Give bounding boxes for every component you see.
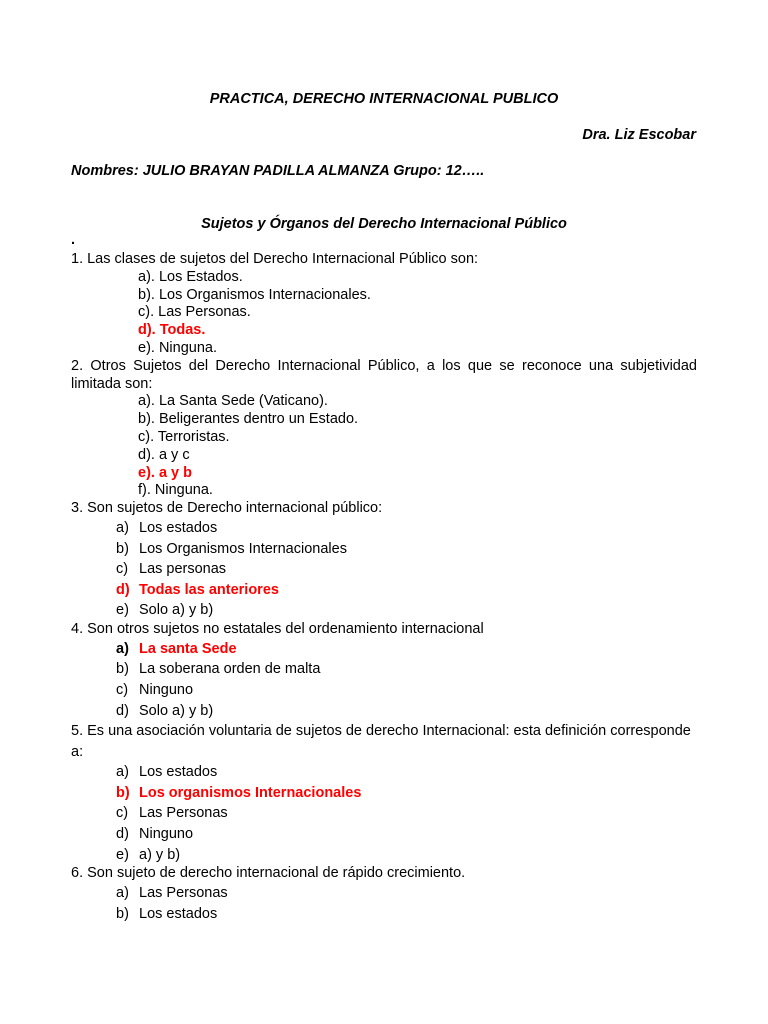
- question-4: 4. Son otros sujetos no estatales del ordenamiento internacional: [71, 620, 484, 637]
- option-label: b): [116, 661, 129, 678]
- question-1-options: [71, 269, 697, 358]
- option-4d: [71, 701, 697, 722]
- question-6-options: [71, 883, 697, 924]
- option-text: Los organismos Internacionales: [139, 784, 362, 801]
- option-6b: [71, 904, 697, 925]
- option-label: b): [116, 540, 129, 557]
- option-label: d): [116, 581, 130, 598]
- option-2c: c). Terroristas.: [138, 428, 230, 445]
- option-text: La soberana orden de malta: [139, 661, 321, 678]
- option-3c: [71, 559, 697, 580]
- option-label: c): [116, 681, 129, 698]
- option-label: c): [116, 561, 129, 578]
- question-3-options: [71, 518, 697, 621]
- option-text: Las Personas: [139, 885, 228, 902]
- option-4b: [71, 659, 697, 680]
- option-text: Todas las anteriores: [139, 581, 279, 598]
- option-label: a): [116, 640, 129, 657]
- questions-body: [71, 251, 697, 924]
- document-title: PRACTICA, DERECHO INTERNACIONAL PUBLICO: [209, 91, 559, 107]
- option-text: Solo a) y b): [139, 702, 214, 719]
- option-text: a) y b): [139, 846, 181, 863]
- option-label: d): [116, 702, 129, 719]
- student-names: Nombres: JULIO BRAYAN PADILLA ALMANZA Grupo: 12…..: [71, 163, 485, 179]
- option-text: Los estados: [139, 519, 218, 536]
- option-2e-correct: e). a y b: [138, 464, 192, 481]
- option-4c: [71, 680, 697, 701]
- option-5a: [71, 762, 697, 783]
- option-1e: e). Ninguna.: [138, 339, 217, 356]
- question-2: 2. Otros Sujetos del Derecho Internacional Público, a los que se reconoce una subjetividad limitada son:: [71, 357, 697, 392]
- option-3a: [71, 518, 697, 539]
- option-3e: [71, 600, 697, 621]
- question-5: 5. Es una asociación voluntaria de sujetos de derecho Internacional: esta definición corresponde a:: [71, 723, 691, 760]
- option-label: a): [116, 885, 129, 902]
- option-text: Los estados: [139, 764, 218, 781]
- option-label: e): [116, 846, 129, 863]
- option-label: b): [116, 905, 129, 922]
- option-label: e): [116, 602, 129, 619]
- option-label: a): [116, 764, 129, 781]
- question-6: 6. Son sujeto de derecho internacional de rápido crecimiento.: [71, 865, 466, 882]
- author-name: Dra. Liz Escobar: [582, 127, 696, 143]
- option-6a: [71, 883, 697, 904]
- question-2-options: [71, 393, 697, 500]
- option-text: La santa Sede: [139, 640, 237, 657]
- question-3: 3. Son sujetos de Derecho internacional público:: [71, 500, 383, 517]
- option-text: Ninguno: [139, 826, 194, 843]
- option-text: Las personas: [139, 561, 227, 578]
- question-5-options: [71, 762, 697, 865]
- option-5c: [71, 803, 697, 824]
- option-4a-correct: [71, 639, 697, 660]
- section-subtitle: Sujetos y Órganos del Derecho Internacional Público: [201, 216, 567, 232]
- option-text: Ninguno: [139, 681, 194, 698]
- option-label: c): [116, 805, 129, 822]
- option-1d-correct: d). Todas.: [138, 322, 206, 339]
- option-1a: a). Los Estados.: [138, 268, 243, 285]
- option-5e: [71, 845, 697, 866]
- option-2a: a). La Santa Sede (Vaticano).: [138, 393, 328, 410]
- option-text: Los estados: [139, 905, 218, 922]
- option-label: d): [116, 826, 129, 843]
- option-3d-correct: [71, 580, 697, 601]
- option-text: Solo a) y b): [139, 602, 214, 619]
- question-1: 1. Las clases de sujetos del Derecho Internacional Público son:: [71, 251, 479, 267]
- option-text: Los Organismos Internacionales: [139, 540, 347, 557]
- option-2b: b). Beligerantes dentro un Estado.: [138, 411, 359, 428]
- option-label: b): [116, 784, 130, 801]
- option-text: Las Personas: [139, 805, 228, 822]
- option-label: a): [116, 519, 129, 536]
- option-5d: [71, 824, 697, 845]
- option-1b: b). Los Organismos Internacionales.: [138, 286, 371, 303]
- option-5b-correct: [71, 783, 697, 804]
- option-3b: [71, 539, 697, 560]
- question-4-options: [71, 639, 697, 721]
- stray-dot: .: [71, 232, 76, 248]
- option-2f: f). Ninguna.: [138, 482, 213, 499]
- option-2d: d). a y c: [138, 446, 190, 463]
- option-1c: c). Las Personas.: [138, 304, 251, 321]
